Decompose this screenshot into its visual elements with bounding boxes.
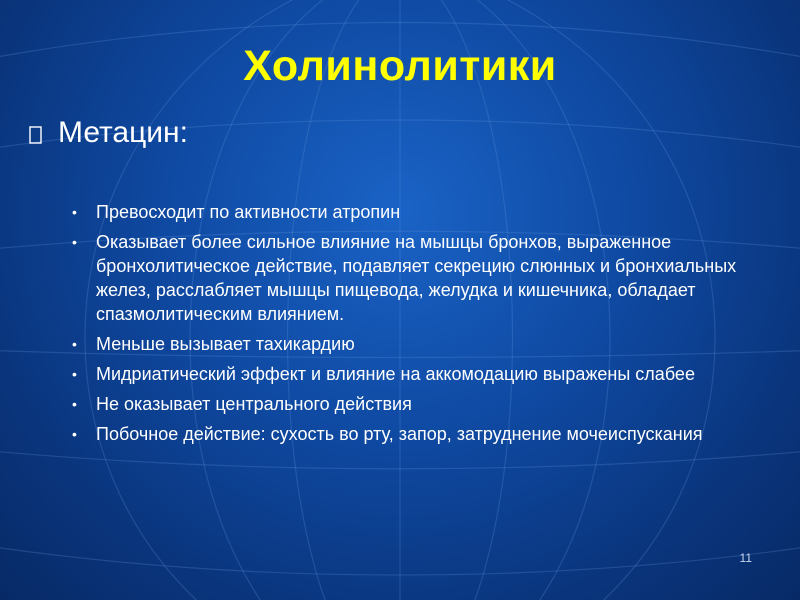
round-bullet-icon: •: [72, 396, 77, 412]
bullet-text: Мидриатический эффект и влияние на аккомодацию выражены слабее: [96, 364, 695, 384]
bullet-list: [70, 200, 770, 452]
section-heading: Метацин:: [58, 116, 188, 149]
slide-title: Холинолитики: [243, 42, 557, 90]
heading-row: [28, 116, 188, 150]
list-item: [70, 200, 770, 224]
page-number: 11: [739, 551, 752, 565]
round-bullet-icon: •: [72, 204, 77, 220]
bullet-text: Побочное действие: сухость во рту, запор, затруднение мочеиспускания: [96, 424, 703, 444]
round-bullet-icon: •: [72, 426, 77, 442]
round-bullet-icon: •: [72, 234, 77, 250]
list-item: [70, 422, 770, 446]
list-item: [70, 230, 770, 326]
bullet-text: Превосходит по активности атропин: [96, 202, 401, 222]
list-item: [70, 392, 770, 416]
square-bullet-icon: [28, 124, 44, 146]
bullet-text: Оказывает более сильное влияние на мышцы бронхов, выраженное бронхолитическое действие, подавляет секрецию слюнных и бронхиальных желез, расслабляет мышцы пищевода, желудка и кишечника, обладает спазмолитическим влиянием.: [96, 232, 737, 324]
round-bullet-icon: •: [72, 366, 77, 382]
bullet-text: Меньше вызывает тахикардию: [96, 334, 355, 354]
list-item: [70, 362, 770, 386]
round-bullet-icon: •: [72, 336, 77, 352]
list-item: [70, 332, 770, 356]
bullet-text: Не оказывает центрального действия: [96, 394, 412, 414]
